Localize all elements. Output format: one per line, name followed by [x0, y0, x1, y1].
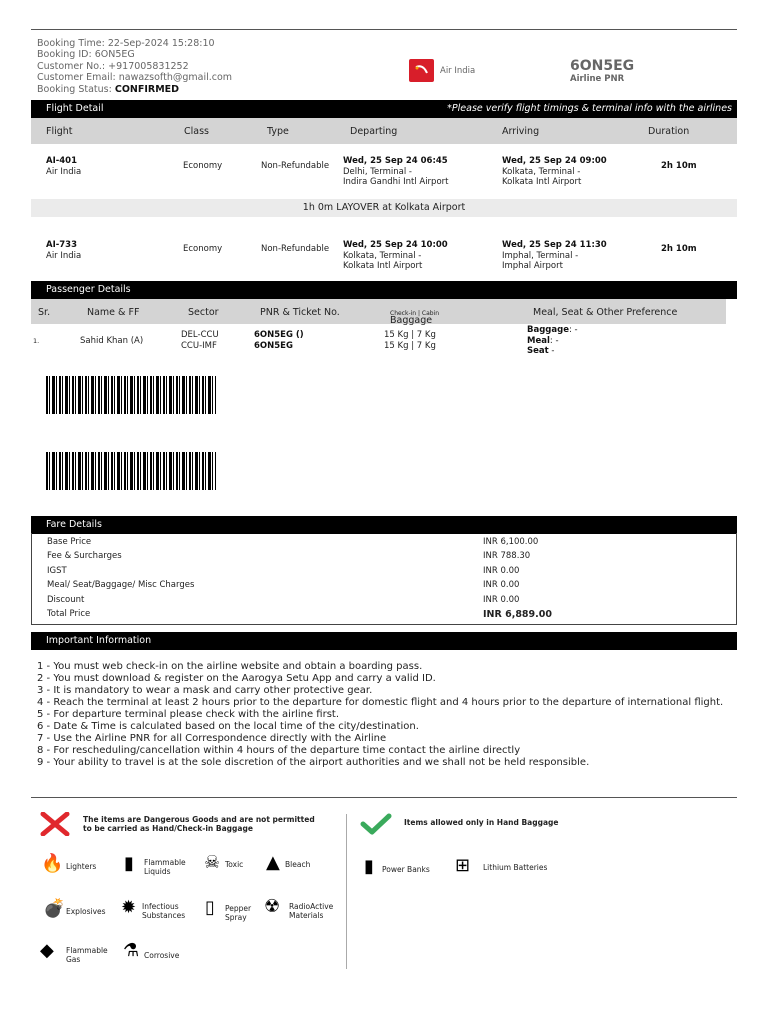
flight-detail-header — [31, 100, 737, 118]
infectious-label: Infectious Substances — [142, 902, 186, 920]
info-line: 4 - Reach the terminal at least 2 hours prior to the departure for domestic flight and 4 hours prior to the departure of international flight. — [37, 697, 724, 708]
flight-class: Economy — [183, 161, 223, 171]
baggage-pref-label: Baggage — [527, 325, 569, 335]
departure-airport: Indira Gandhi Intl Airport — [343, 177, 449, 187]
col-preference: Meal, Seat & Other Preference — [533, 307, 678, 318]
power-banks-label: Power Banks — [382, 865, 430, 874]
flight-number: AI-401 — [46, 156, 78, 166]
flammable-liquid-icon: ▮ — [124, 853, 134, 874]
flight-airline: Air India — [46, 166, 82, 177]
explosives-icon: 💣 — [43, 898, 66, 919]
lighters-label: Lighters — [66, 862, 97, 871]
col-pnr: PNR & Ticket No. — [260, 307, 340, 318]
lithium-batteries-label: Lithium Batteries — [483, 863, 548, 872]
seat-label: Seat — [527, 346, 549, 356]
fare-label-discount: Discount — [47, 595, 85, 605]
allowed-heading: Items allowed only in Hand Baggage — [404, 818, 559, 827]
passenger-table-head — [31, 299, 726, 324]
dg-divider — [31, 797, 737, 798]
col-departing: Departing — [350, 126, 398, 137]
customer-number: Customer No.: +917005831252 — [37, 60, 189, 72]
pepper-spray-label: Pepper Spray — [225, 904, 252, 922]
departure-time: Wed, 25 Sep 24 06:45 — [343, 156, 448, 166]
info-line: 7 - Use the Airline PNR for all Correspondence directly with the Airline — [37, 733, 387, 744]
prohibited-cross-icon — [40, 812, 70, 836]
customer-email: Customer Email: nawazsofth@gmail.com — [37, 72, 233, 84]
radioactive-label: RadioActive Materials — [289, 902, 334, 920]
col-class: Class — [184, 126, 209, 137]
departure-time: Wed, 25 Sep 24 10:00 — [343, 240, 448, 250]
air-india-logo — [409, 59, 434, 82]
info-line: 9 - Your ability to travel is at the sole discretion of the airport authorities and we shall not be held responsible. — [37, 757, 590, 768]
flammable-liquids-label: Flammable Liquids — [144, 858, 186, 876]
layover-banner: 1h 0m LAYOVER at Kolkata Airport — [31, 199, 737, 217]
flight-detail-title: Flight Detail — [46, 103, 104, 114]
flight-airline: Air India — [46, 250, 82, 261]
flight-class: Economy — [183, 244, 223, 254]
arrival-city: Kolkata, Terminal - — [502, 166, 581, 177]
airline-name: Air India — [440, 66, 476, 76]
passenger-sr: 1. — [33, 337, 40, 345]
flight-type: Non-Refundable — [261, 244, 330, 254]
flight-duration: 2h 10m — [661, 161, 697, 171]
departure-city: Kolkata, Terminal - — [343, 250, 422, 261]
flight-duration: 2h 10m — [661, 244, 697, 254]
col-sr: Sr. — [38, 307, 51, 318]
important-header — [31, 632, 737, 650]
fare-value-total: INR 6,889.00 — [483, 609, 552, 620]
bleach-label: Bleach — [285, 860, 311, 869]
seat-value: - — [548, 346, 555, 356]
lighter-icon: 🔥 — [41, 853, 64, 874]
departure-city: Delhi, Terminal - — [343, 166, 412, 177]
sector-1: DEL-CCU — [181, 330, 219, 340]
infectious-icon: ✹ — [121, 897, 137, 918]
toxic-icon: ☠ — [204, 852, 221, 873]
arrival-airport: Imphal Airport — [502, 261, 563, 271]
explosives-label: Explosives — [66, 907, 106, 916]
col-flight: Flight — [46, 126, 73, 137]
corrosive-icon: ⚗ — [123, 940, 140, 961]
flight-table-head — [31, 118, 737, 144]
meal-label: Meal — [527, 335, 550, 346]
fare-value-base: INR 6,100.00 — [483, 537, 539, 547]
fare-label-base: Base Price — [47, 537, 92, 547]
col-name: Name & FF — [87, 307, 140, 318]
col-baggage: Baggage Check-in | Cabin — [390, 310, 440, 326]
info-line: 8 - For rescheduling/cancellation within 4 hours of the departure time contact the airline directly — [37, 745, 521, 756]
passenger-title: Passenger Details — [46, 284, 131, 295]
status-value: CONFIRMED — [114, 83, 180, 95]
info-line: 3 - It is mandatory to wear a mask and carry other protective gear. — [37, 685, 373, 696]
booking-id: Booking ID: 6ON5EG — [37, 49, 135, 61]
important-list — [37, 661, 723, 769]
col-sector: Sector — [188, 307, 219, 318]
fare-header — [31, 516, 737, 534]
bleach-icon: ▲ — [266, 852, 280, 873]
toxic-label: Toxic — [225, 860, 244, 869]
fare-value-igst: INR 0.00 — [483, 566, 520, 576]
baggage-2: 15 Kg | 7 Kg — [384, 340, 436, 351]
dg-heading: The items are Dangerous Goods and are not permitted to be carried as Hand/Check-in Baggage — [83, 815, 315, 833]
info-line: 2 - You must download & register on the Aarogya Setu App and carry a valid ID. — [37, 673, 436, 684]
baggage-pref-value: : - — [568, 325, 578, 335]
allowed-check-icon — [360, 812, 392, 836]
passenger-name: Sahid Khan (A) — [80, 336, 144, 346]
flight-number: AI-733 — [46, 240, 78, 250]
corrosive-label: Corrosive — [144, 951, 180, 960]
battery-icon: ⊞ — [455, 855, 471, 876]
info-line: 6 - Date & Time is calculated based on the local time of the city/destination. — [37, 721, 419, 732]
barcode-1 — [46, 376, 216, 414]
arrival-time: Wed, 25 Sep 24 09:00 — [502, 156, 607, 166]
fare-table — [31, 533, 737, 625]
barcode-2 — [46, 452, 216, 490]
col-arriving: Arriving — [502, 126, 540, 137]
arrival-time: Wed, 25 Sep 24 11:30 — [502, 240, 607, 250]
sector-2: CCU-IMF — [181, 340, 217, 351]
booking-time: Booking Time: 22-Sep-2024 15:28:10 — [37, 38, 215, 49]
fare-value-fee: INR 788.30 — [483, 551, 531, 561]
arrival-airport: Kolkata Intl Airport — [502, 177, 582, 187]
baggage-1: 15 Kg | 7 Kg — [384, 330, 436, 340]
info-line: 5 - For departure terminal please check with the airline first. — [37, 709, 340, 720]
airline-pnr-label: Airline PNR — [570, 74, 625, 84]
fare-label-misc: Meal/ Seat/Baggage/ Misc Charges — [47, 580, 195, 590]
col-type: Type — [267, 126, 289, 137]
pepper-spray-icon: ▯ — [205, 897, 215, 918]
flight-type: Non-Refundable — [261, 161, 330, 171]
fare-value-misc: INR 0.00 — [483, 580, 520, 590]
power-bank-icon: ▮ — [364, 856, 374, 877]
important-title: Important Information — [46, 635, 152, 646]
arrival-city: Imphal, Terminal - — [502, 250, 579, 261]
booking-status: Booking Status: CONFIRMED — [37, 83, 180, 95]
radioactive-icon: ☢ — [264, 896, 281, 917]
info-line: 1 - You must web check-in on the airline website and obtain a boarding pass. — [37, 661, 423, 672]
fare-label-total: Total Price — [47, 609, 91, 619]
fare-label-igst: IGST — [47, 566, 67, 576]
top-divider — [31, 29, 737, 30]
passenger-header — [31, 281, 737, 299]
verify-note: *Please verify flight timings & terminal info with the airlines — [447, 103, 732, 114]
pnr-2: 6ON5EG — [254, 340, 293, 351]
fare-value-discount: INR 0.00 — [483, 595, 520, 605]
fare-title: Fare Details — [46, 519, 102, 530]
pnr-1: 6ON5EG () — [254, 330, 304, 340]
booking-meta — [37, 38, 232, 95]
departure-airport: Kolkata Intl Airport — [343, 261, 423, 271]
flammable-gas-label: Flammable Gas — [66, 946, 108, 964]
col-duration: Duration — [648, 126, 690, 137]
dg-separator — [346, 814, 347, 969]
fare-label-fee: Fee & Surcharges — [47, 551, 122, 561]
meal-value: : - — [549, 335, 559, 346]
flammable-gas-icon: ◆ — [40, 940, 54, 961]
airline-pnr: 6ON5EG — [570, 58, 635, 74]
